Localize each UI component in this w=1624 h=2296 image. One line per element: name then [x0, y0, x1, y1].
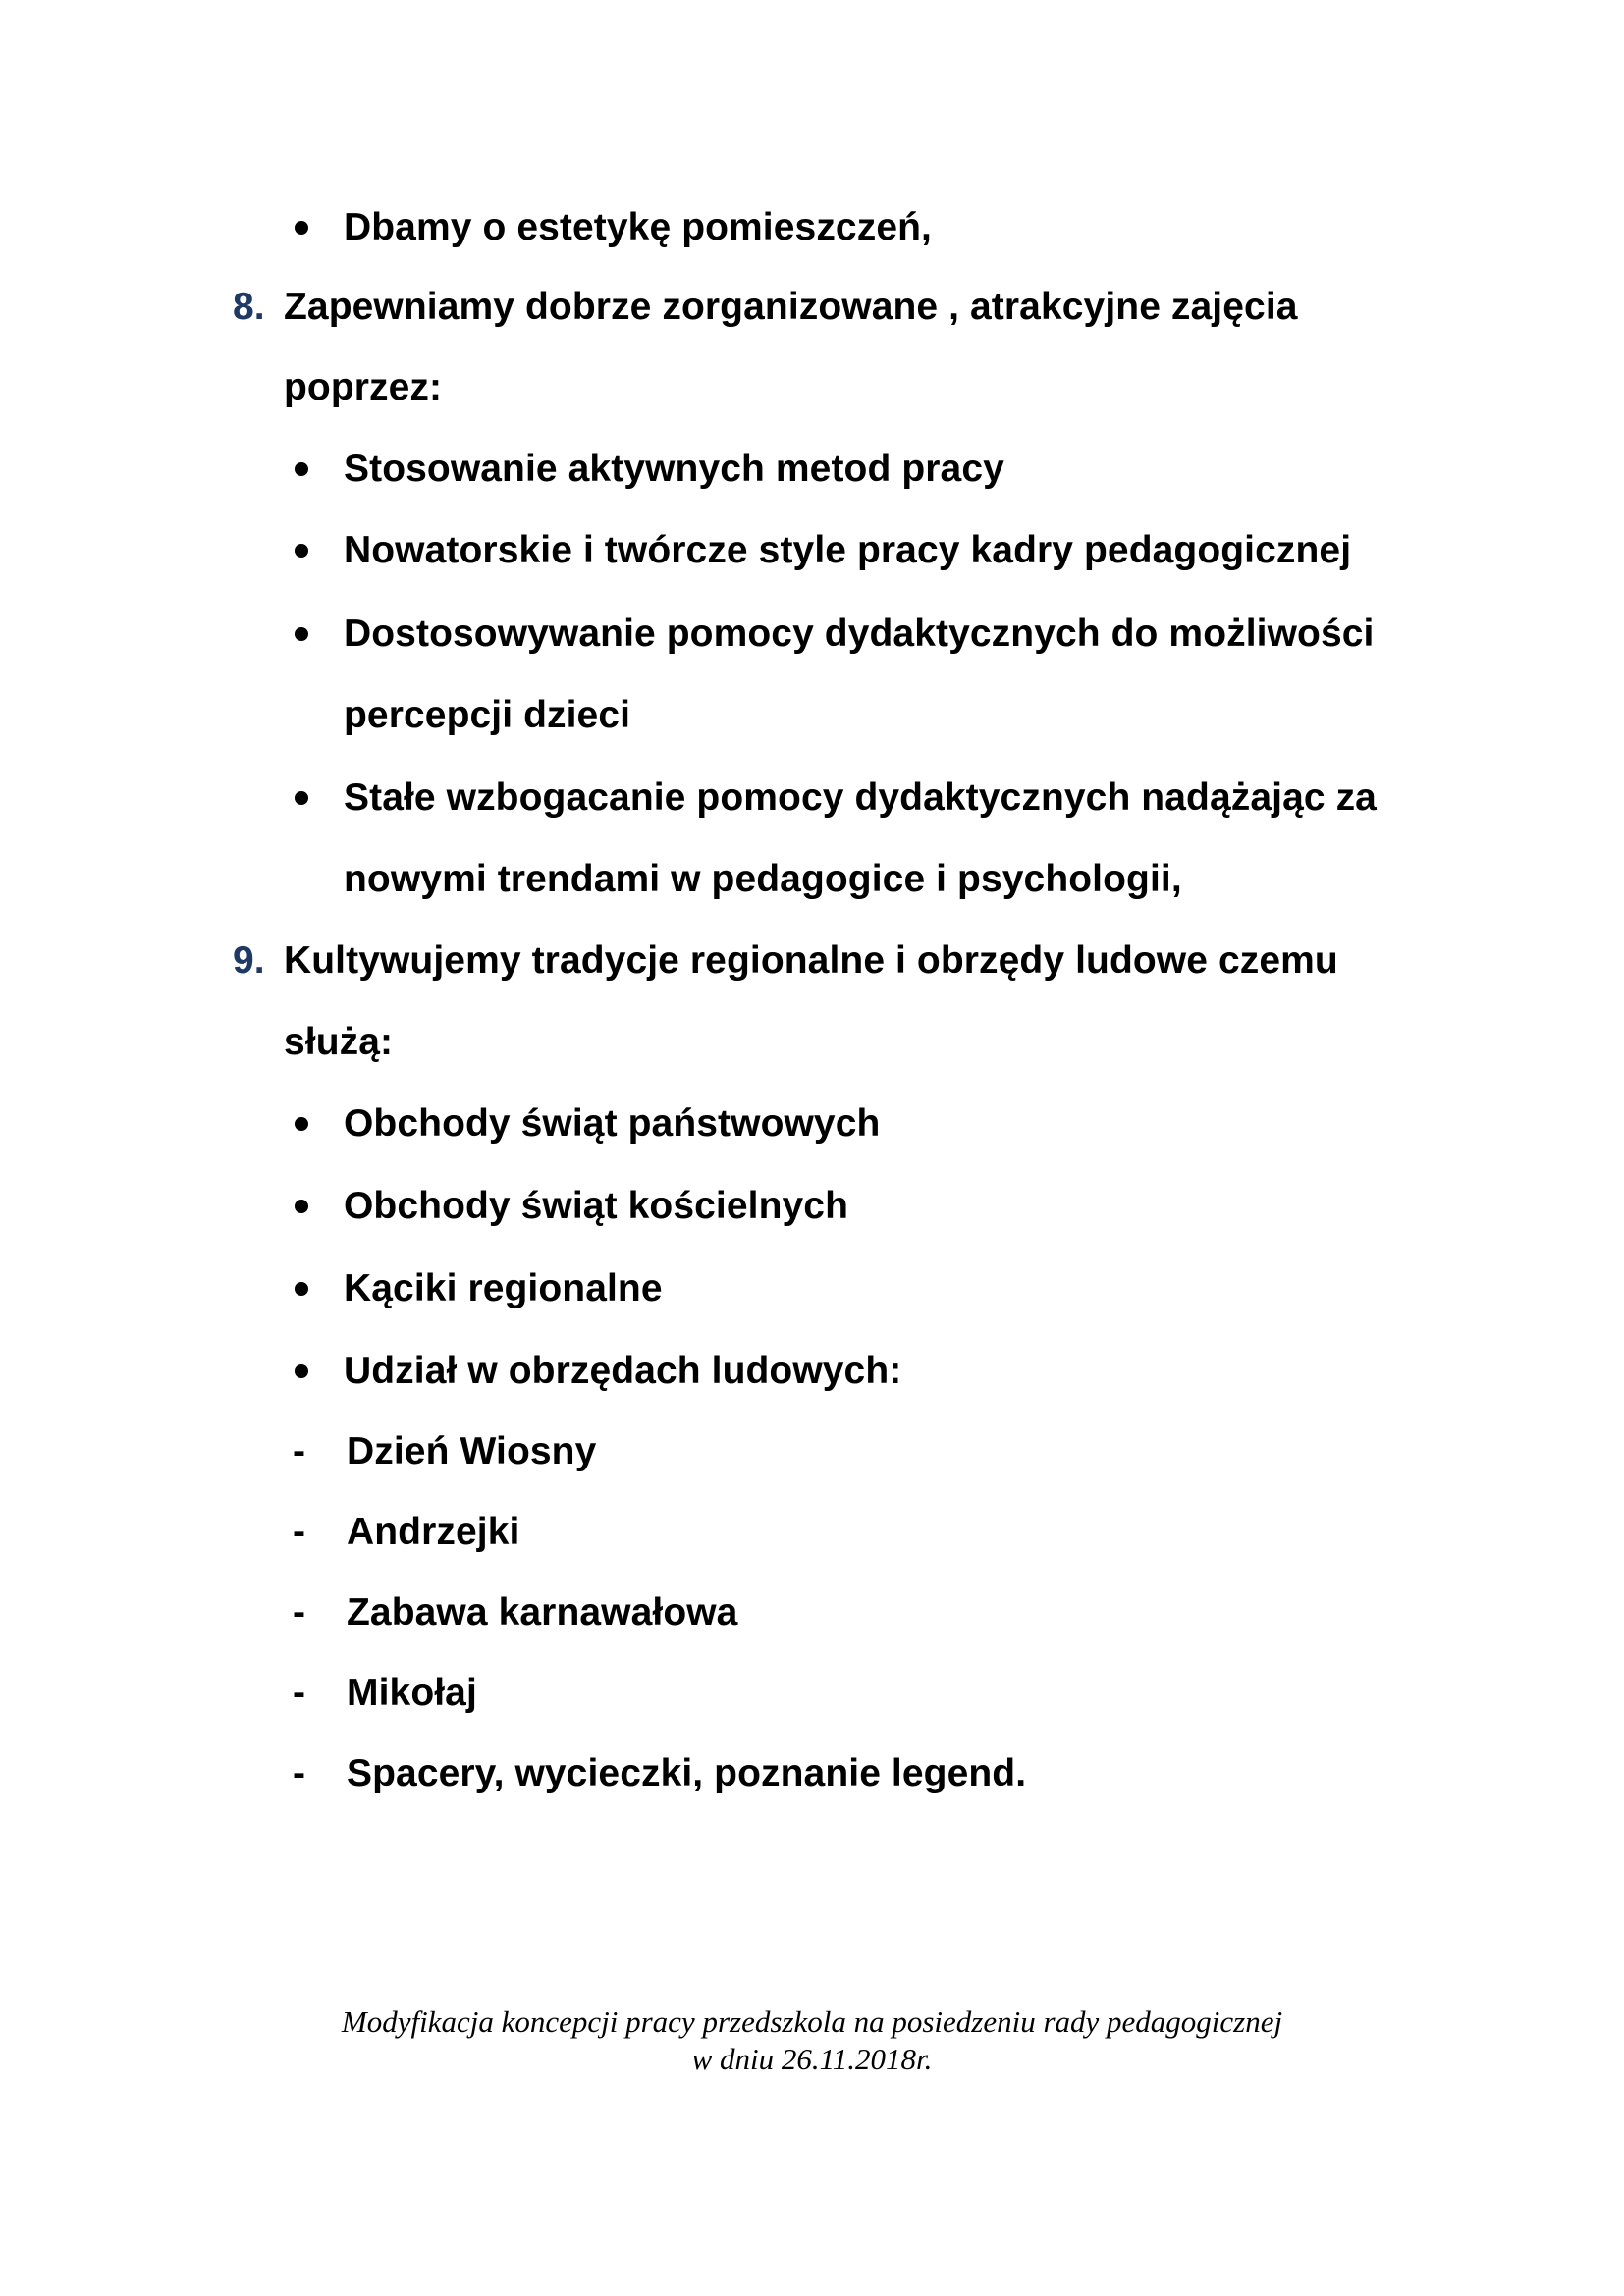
list-item: Dostosowywanie pomocy dydaktycznych do możliwości	[344, 613, 1375, 655]
list-item: Obchody świąt kościelnych	[344, 1185, 848, 1227]
bullet-icon	[295, 1200, 308, 1213]
list-item-continuation: percepcji dzieci	[344, 694, 631, 736]
dash-icon: -	[293, 1511, 305, 1553]
list-item: Stałe wzbogacanie pomocy dydaktycznych nadążając za	[344, 776, 1377, 819]
bullet-icon	[295, 1282, 308, 1296]
list-item: Udział w obrzędach ludowych:	[344, 1350, 902, 1392]
list-number: 8.	[233, 286, 265, 328]
list-item: Obchody świąt państwowych	[344, 1102, 881, 1145]
list-item: Nowatorskie i twórcze style pracy kadry pedagogicznej	[344, 529, 1352, 571]
bullet-icon	[295, 791, 308, 805]
list-item: Stosowanie aktywnych metod pracy	[344, 448, 1004, 490]
bullet-icon	[295, 544, 308, 558]
list-item: Zapewniamy dobrze zorganizowane , atrakcyjne zajęcia	[284, 286, 1298, 328]
list-item: Zabawa karnawałowa	[347, 1591, 738, 1633]
list-item: Mikołaj	[347, 1672, 477, 1714]
list-item-continuation: poprzez:	[284, 366, 443, 408]
list-item: Kultywujemy tradycje regionalne i obrzędy ludowe czemu	[284, 939, 1338, 982]
dash-icon: -	[293, 1752, 305, 1794]
dash-icon: -	[293, 1591, 305, 1633]
list-item: Spacery, wycieczki, poznanie legend.	[347, 1752, 1027, 1794]
footer-line-1: Modyfikacja koncepcji pracy przedszkola na posiedzeniu rady pedagogicznej	[341, 2004, 1283, 2039]
dash-icon: -	[293, 1672, 305, 1714]
list-number: 9.	[233, 939, 265, 982]
dash-icon: -	[293, 1430, 305, 1472]
bullet-icon	[295, 462, 308, 476]
list-item-continuation: nowymi trendami w pedagogice i psychologii,	[344, 858, 1182, 900]
list-item: Dzień Wiosny	[347, 1430, 597, 1472]
bullet-icon	[295, 1117, 308, 1131]
bullet-icon	[295, 627, 308, 641]
list-item: Dbamy o estetykę pomieszczeń,	[344, 206, 932, 248]
list-item: Andrzejki	[347, 1511, 520, 1553]
list-item: Kąciki regionalne	[344, 1267, 663, 1309]
footer-line-2: w dniu 26.11.2018r.	[691, 2042, 933, 2076]
list-item-continuation: służą:	[284, 1021, 394, 1063]
bullet-icon	[295, 1364, 308, 1378]
bullet-icon	[295, 221, 308, 235]
